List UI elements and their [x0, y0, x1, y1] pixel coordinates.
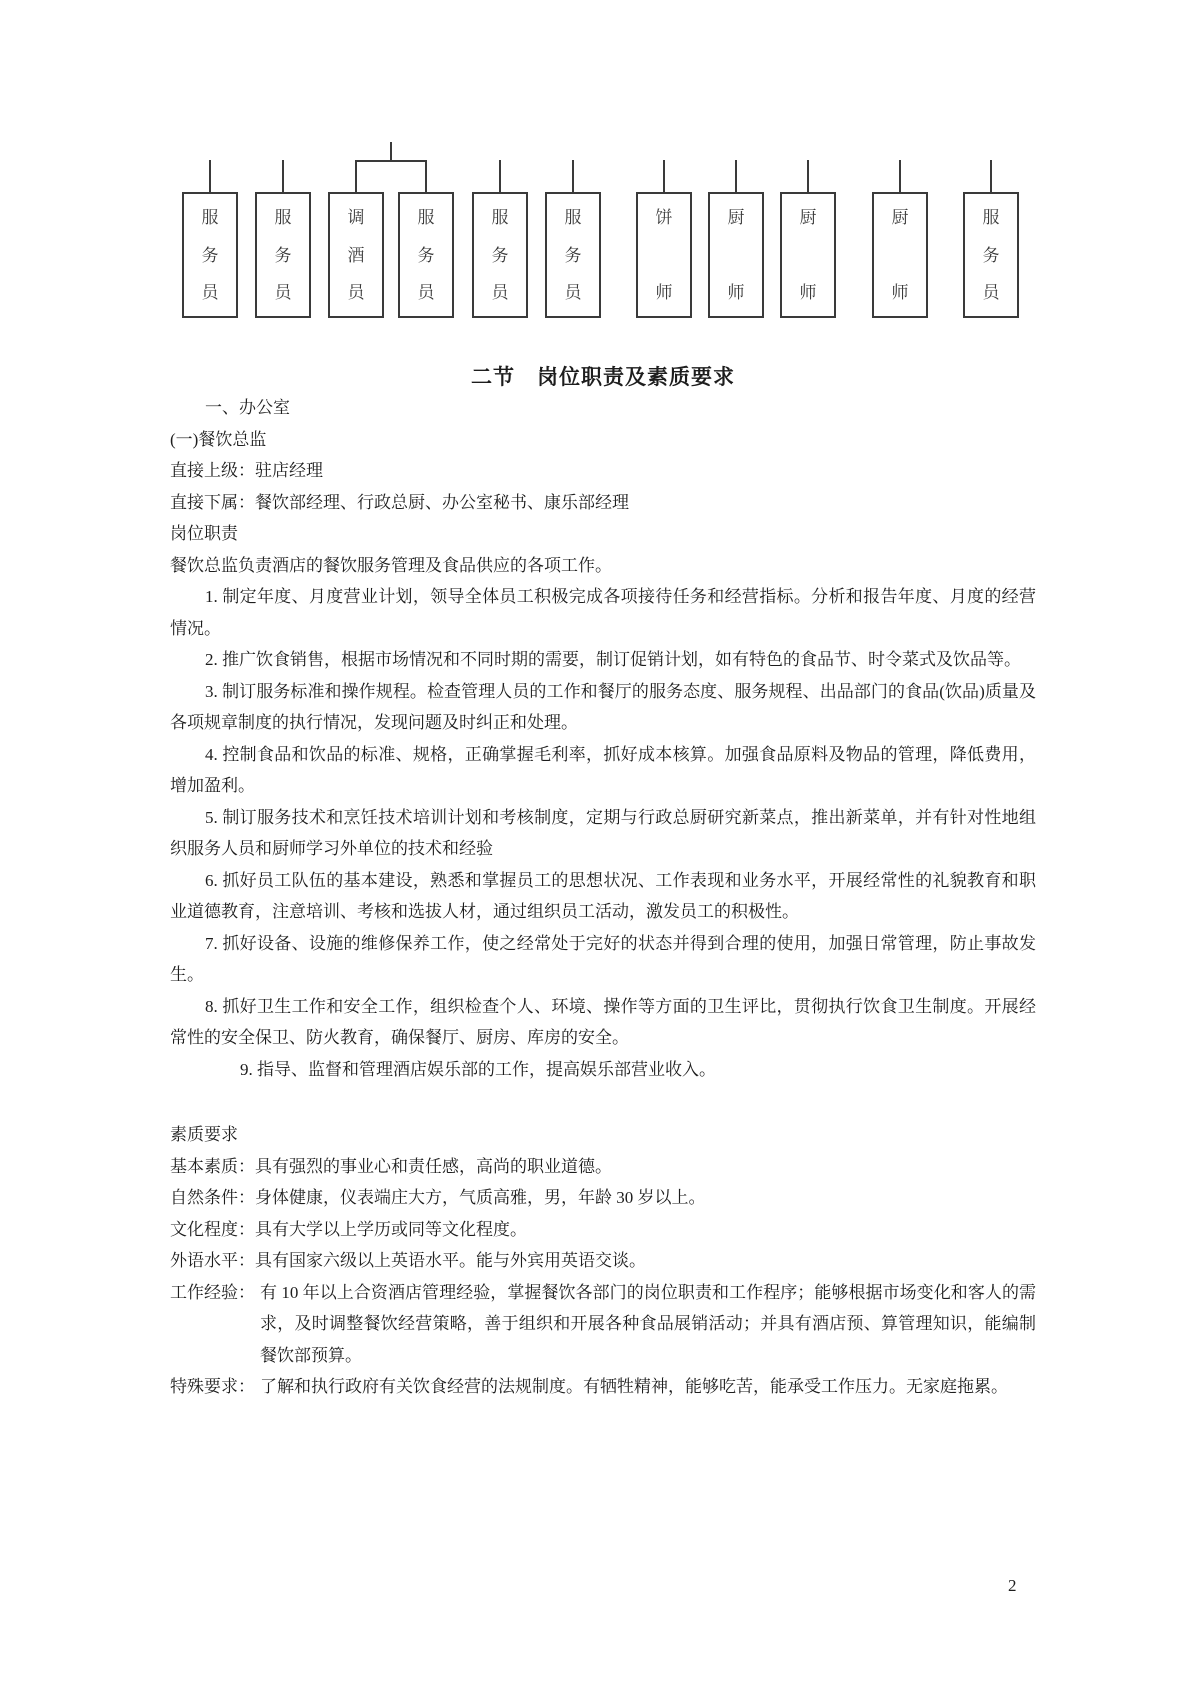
org-box-char: 务	[982, 245, 1000, 265]
paragraph: 6. 抓好员工队伍的基本建设，熟悉和掌握员工的思想状况、工作表现和业务水平，开展经常性的礼貌教育和职业道德教育，注意培训、考核和选拔人材，通过组织员工活动，激发员工的积极性。	[170, 870, 1036, 921]
org-box-char: 员	[982, 283, 1000, 302]
org-box-char: 服	[417, 208, 435, 227]
org-box-7	[708, 192, 764, 318]
page-number: 2	[1008, 1576, 1017, 1595]
paragraph: 3. 制订服务标准和操作规程。检查管理人员的工作和餐厅的服务态度、服务规程、出品部门的食品(饮品)质量及各项规章制度的执行情况，发现问题及时纠正和处理。	[170, 681, 1036, 732]
paragraph: 5. 制订服务技术和烹饪技术培训计划和考核制度，定期与行政总厨研究新菜点，推出新菜单，并有针对性地组织服务人员和厨师学习外单位的技术和经验	[170, 807, 1036, 858]
paragraph: 一、办公室	[205, 398, 290, 417]
connector-line	[663, 160, 665, 192]
org-box-char: 师	[891, 283, 909, 302]
paragraph-list	[170, 392, 1036, 1403]
paragraph: 直接上级：驻店经理	[170, 461, 323, 480]
org-box-4	[472, 192, 528, 318]
org-box-3	[398, 192, 454, 318]
paragraph: 外语水平：具有国家六级以上英语水平。能与外宾用英语交谈。	[170, 1251, 646, 1270]
org-box-char: 服	[491, 208, 509, 227]
org-box-char: 务	[564, 245, 582, 265]
org-chart	[0, 0, 1200, 345]
org-box-char: 酒	[347, 245, 365, 265]
org-box-6	[636, 192, 692, 318]
field-label: 工作经验：	[170, 1282, 255, 1302]
org-box-10	[963, 192, 1019, 318]
org-box-0	[182, 192, 238, 318]
org-box-char: 服	[564, 208, 582, 227]
org-box-5	[545, 192, 601, 318]
connector-line	[499, 160, 501, 192]
connector-line	[282, 160, 284, 192]
org-box-char: 员	[201, 283, 219, 302]
connector-line	[209, 160, 211, 192]
org-box-char: 饼	[655, 208, 673, 227]
org-box-char: 员	[564, 283, 582, 302]
org-box-char: 服	[982, 208, 1000, 227]
paragraph: 4. 控制食品和饮品的标准、规格，正确掌握毛利率，抓好成本核算。加强食品原料及物品的管理，降低费用，增加盈利。	[170, 744, 1036, 795]
org-box-char: 厨	[727, 208, 745, 227]
field-value: 了解和执行政府有关饮食经营的法规制度。有牺牲精神，能够吃苦，能承受工作压力。无家庭拖累。	[260, 1377, 1008, 1396]
bracket-parent-line	[390, 142, 392, 160]
org-box-char: 务	[491, 245, 509, 265]
org-box-char: 厨	[799, 208, 817, 227]
org-box-char: 员	[347, 283, 365, 302]
paragraph: 文化程度：具有大学以上学历或同等文化程度。	[170, 1219, 527, 1239]
paragraph	[170, 1277, 1036, 1372]
paragraph: 自然条件：身体健康，仪表端庄大方，气质高雅，男，年龄 30 岁以上。	[170, 1188, 706, 1207]
section-title: 二节 岗位职责及素质要求	[471, 365, 735, 389]
paragraph: 直接下属：餐饮部经理、行政总厨、办公室秘书、康乐部经理	[170, 492, 629, 512]
field-label: 特殊要求：	[170, 1377, 255, 1396]
org-box-char: 员	[491, 283, 509, 302]
org-box-char: 务	[417, 245, 435, 265]
paragraph: 基本素质：具有强烈的事业心和责任感，高尚的职业道德。	[170, 1156, 612, 1176]
paragraph: (一)餐饮总监	[170, 429, 267, 449]
connector-line	[807, 160, 809, 192]
connector-line	[572, 160, 574, 192]
org-box-char: 务	[274, 245, 292, 265]
paragraph: 8. 抓好卫生工作和安全工作，组织检查个人、环境、操作等方面的卫生评比，贯彻执行饮食卫生制度。开展经常性的安全保卫、防火教育，确保餐厅、厨房、库房的安全。	[170, 996, 1036, 1047]
org-box-2	[328, 192, 384, 318]
paragraph: 餐饮总监负责酒店的餐饮服务管理及食品供应的各项工作。	[170, 555, 612, 575]
paragraph: 2. 推广饮食销售，根据市场情况和不同时期的需要，制订促销计划，如有特色的食品节、时令菜式及饮品等。	[205, 650, 1021, 669]
paragraph: 1. 制定年度、月度营业计划，领导全体员工积极完成各项接待任务和经营指标。分析和报告年度、月度的经营情况。	[170, 587, 1036, 638]
org-box-char: 调	[347, 208, 365, 227]
paragraph: 9. 指导、监督和管理酒店娱乐部的工作，提高娱乐部营业收入。	[240, 1059, 716, 1079]
org-box-char: 服	[201, 208, 219, 227]
paragraph: 岗位职责	[170, 524, 238, 543]
paragraph	[170, 1371, 1036, 1403]
connector-line	[425, 162, 427, 192]
connector-line	[990, 160, 992, 192]
org-box-char: 服	[274, 208, 292, 227]
connector-line	[735, 160, 737, 192]
org-box-8	[780, 192, 836, 318]
connector-line	[355, 162, 357, 192]
paragraph: 素质要求	[170, 1125, 238, 1144]
org-box-char: 员	[274, 283, 292, 302]
org-box-char: 务	[201, 245, 219, 265]
document-body	[170, 362, 1036, 1403]
org-box-char: 师	[727, 283, 745, 302]
bracket-connector	[355, 160, 427, 162]
field-value: 有 10 年以上合资酒店管理经验，掌握餐饮各部门的岗位职责和工作程序；能够根据市场变化和客人的需求，及时调整餐饮经营策略，善于组织和开展各种食品展销活动；并具有酒店预、算管理知识，能编制餐饮部预算。	[260, 1282, 1036, 1365]
org-box-1	[255, 192, 311, 318]
connector-line	[899, 160, 901, 192]
org-box-9	[872, 192, 928, 318]
org-box-char: 厨	[891, 208, 909, 227]
paragraph-spacer	[170, 1085, 1036, 1119]
org-box-char: 员	[417, 283, 435, 302]
org-box-char: 师	[799, 283, 817, 302]
org-box-char: 师	[655, 283, 673, 302]
paragraph: 7. 抓好设备、设施的维修保养工作，使之经常处于完好的状态并得到合理的使用，加强日常管理，防止事故发生。	[170, 933, 1036, 984]
